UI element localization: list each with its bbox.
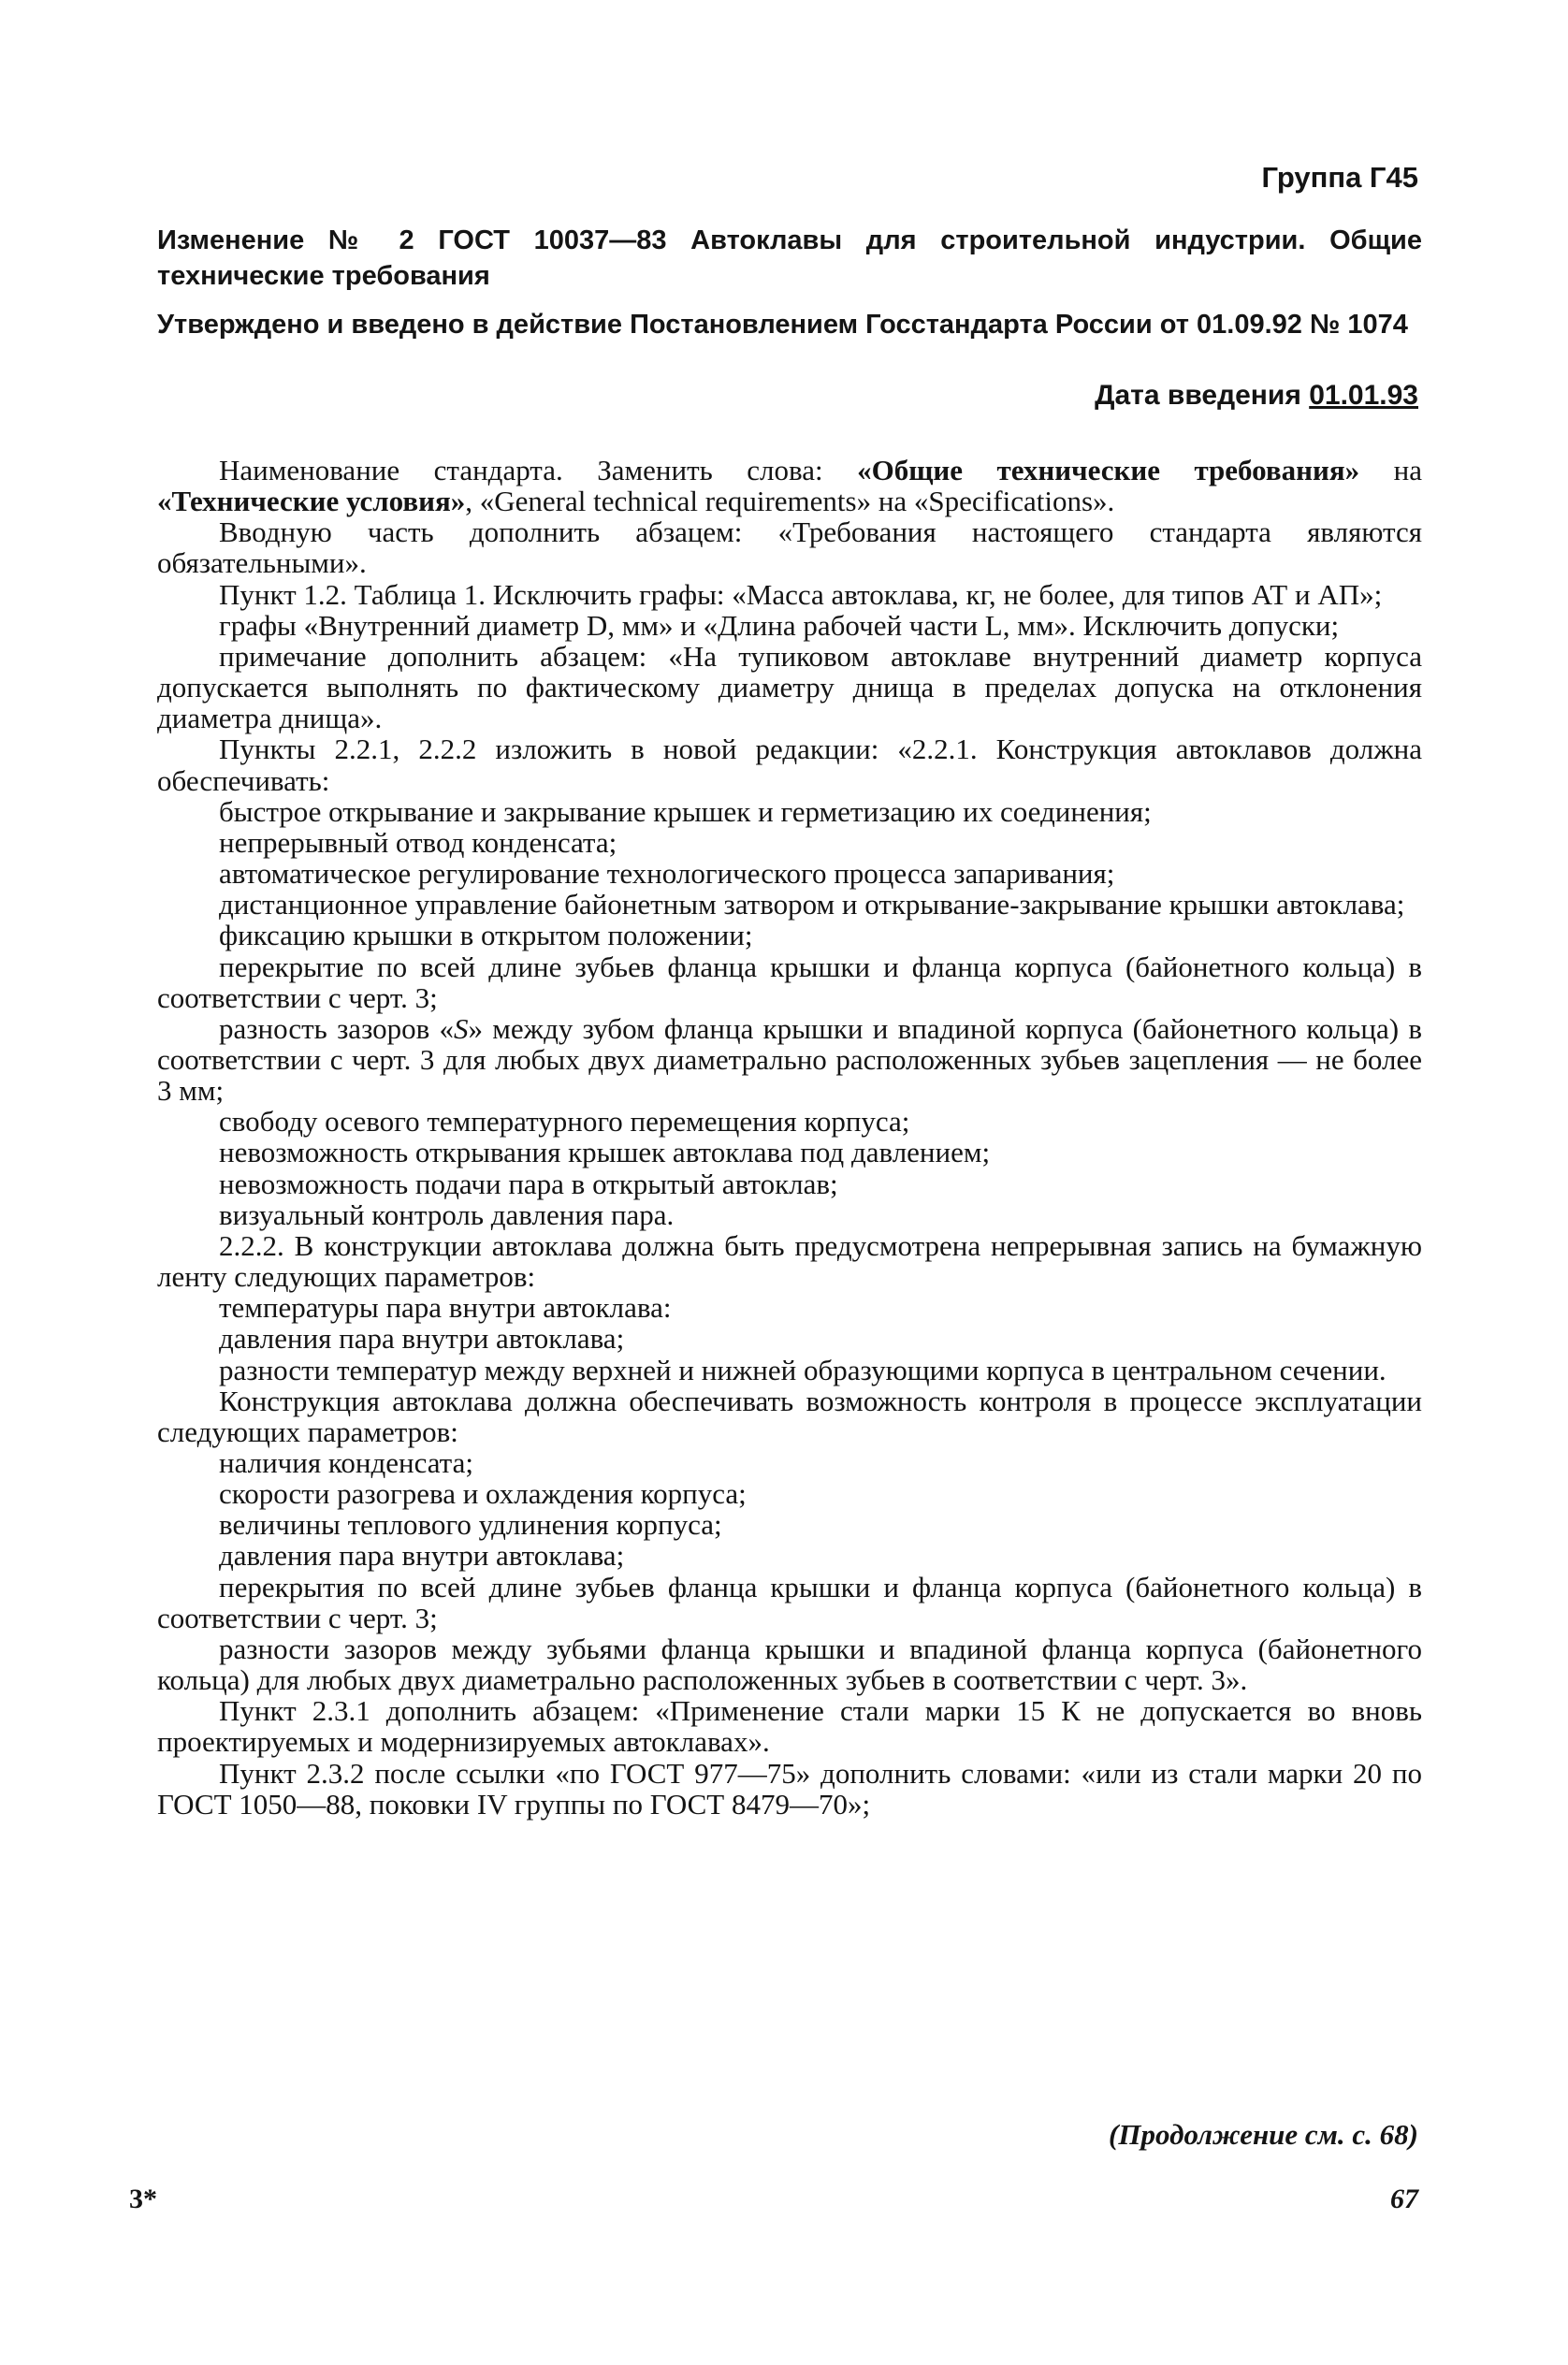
text-run: Наименование стандарта. Заменить слова:	[219, 454, 858, 486]
approval-statement: Утверждено и введено в действие Постановлением Госстандарта России от 01.09.92 № 1074	[157, 310, 1408, 340]
introduction-date-value: 01.01.93	[1309, 380, 1418, 411]
change-title: Изменение № 2 ГОСТ 10037—83 Автоклавы для строительной индустрии. Общие технические требования	[157, 225, 1422, 291]
list-item: наличия конденсата;	[219, 1446, 473, 1479]
text-run: разность зазоров «	[219, 1011, 455, 1045]
paragraph: Пункт 2.3.1 дополнить абзацем: «Применение стали марки 15 К не допускается во вновь проектируемых и модернизируемых автоклавах».	[157, 1694, 1422, 1759]
list-item: невозможность подачи пара в открытый автоклав;	[219, 1167, 838, 1200]
list-item: величины теплового удлинения корпуса;	[219, 1508, 722, 1542]
group-code: Группа Г45	[1261, 161, 1418, 194]
list-item: скорости разогрева и охлаждения корпуса;	[219, 1477, 747, 1511]
paragraph: графы «Внутренний диаметр D, мм» и «Длина рабочей части L, мм». Исключить допуски;	[219, 608, 1340, 642]
list-item: дистанционное управление байонетным затвором и открывание-закрывание крышки автоклава;	[219, 888, 1405, 921]
paragraph: Пункт 1.2. Таблица 1. Исключить графы: «Масса автоклава, кг, не более, для типов АТ и АП»;	[219, 577, 1383, 611]
page-number: 67	[1390, 2184, 1418, 2214]
introduction-date-label: Дата введения	[1095, 380, 1301, 411]
list-item: невозможность открывания крышек автоклава под давлением;	[219, 1136, 991, 1169]
paragraph: Конструкция автоклава должна обеспечивать возможность контроля в процессе эксплуатации следующих параметров:	[157, 1384, 1422, 1448]
list-item: разности зазоров между зубьями фланца крышки и впадиной фланца корпуса (байонетного кольца) для любых двух диаметрально расположенных зубьев в соответствии с черт. 3».	[157, 1632, 1422, 1697]
introduction-date	[1095, 380, 1418, 412]
list-item: фиксацию крышки в открытом положении;	[219, 919, 753, 952]
list-item: визуальный контроль давления пара.	[219, 1197, 675, 1231]
list-item: быстрое открывание и закрывание крышек и герметизацию их соединения;	[219, 794, 1152, 828]
paragraph: Пункт 2.3.2 после ссылки «по ГОСТ 977—75» дополнить словами: «или из стали марки 20 по ГОСТ 1050—88, поковки IV группы по ГОСТ 8479—70»;	[157, 1756, 1422, 1821]
amendment-body	[157, 455, 1422, 1820]
paragraph: 2.2.2. В конструкции автоклава должна быть предусмотрена непрерывная запись на бумажную ленту следующих параметров:	[157, 1228, 1422, 1294]
list-item: перекрытие по всей длине зубьев фланца крышки и фланца корпуса (байонетного кольца) в соответствии с черт. 3;	[157, 950, 1422, 1014]
list-item: давления пара внутри автоклава;	[219, 1539, 625, 1573]
bold-text: «Технические условия»	[157, 485, 466, 518]
list-item: свободу осевого температурного перемещения корпуса;	[219, 1105, 910, 1139]
list-item: давления пара внутри автоклава;	[219, 1322, 625, 1356]
list-item: автоматическое регулирование технологического процесса запаривания;	[219, 857, 1115, 891]
paragraph	[157, 455, 1422, 516]
text-run: , «General technical requirements» на «Specifications».	[465, 485, 1115, 518]
list-item: температуры пара внутри автоклава:	[219, 1291, 672, 1325]
paragraph: Вводную часть дополнить абзацем: «Требования настоящего стандарта являются обязательными».	[157, 515, 1422, 580]
paragraph: примечание дополнить абзацем: «На тупиковом автоклаве внутренний диаметр корпуса допускается выполнять по фактическому диаметру днища в пределах допуска на отклонения диаметра днища».	[157, 639, 1422, 735]
list-item: непрерывный отвод конденсата;	[219, 825, 617, 859]
bold-text: «Общие технические требования»	[857, 454, 1360, 486]
continuation-note: (Продолжение см. с. 68)	[1109, 2118, 1418, 2151]
list-item: перекрытия по всей длине зубьев фланца крышки и фланца корпуса (байонетного кольца) в соответствии с черт. 3;	[157, 1570, 1422, 1634]
text-run: на	[1359, 454, 1422, 486]
list-item: разности температур между верхней и нижней образующими корпуса в центральном сечении.	[219, 1353, 1387, 1386]
paragraph: Пункты 2.2.1, 2.2.2 изложить в новой редакции: «2.2.1. Конструкция автоклавов должна обеспечивать:	[157, 733, 1422, 797]
italic-symbol: S	[454, 1011, 469, 1045]
list-item	[157, 1013, 1422, 1106]
text-run: » между зубом фланца крышки и впадиной корпуса (байонетного кольца) в соответствии с черт. 3 для любых двух диаметрально расположенных зубьев зацепления — не более 3 мм;	[157, 1011, 1422, 1108]
signature-mark: 3*	[129, 2184, 157, 2214]
